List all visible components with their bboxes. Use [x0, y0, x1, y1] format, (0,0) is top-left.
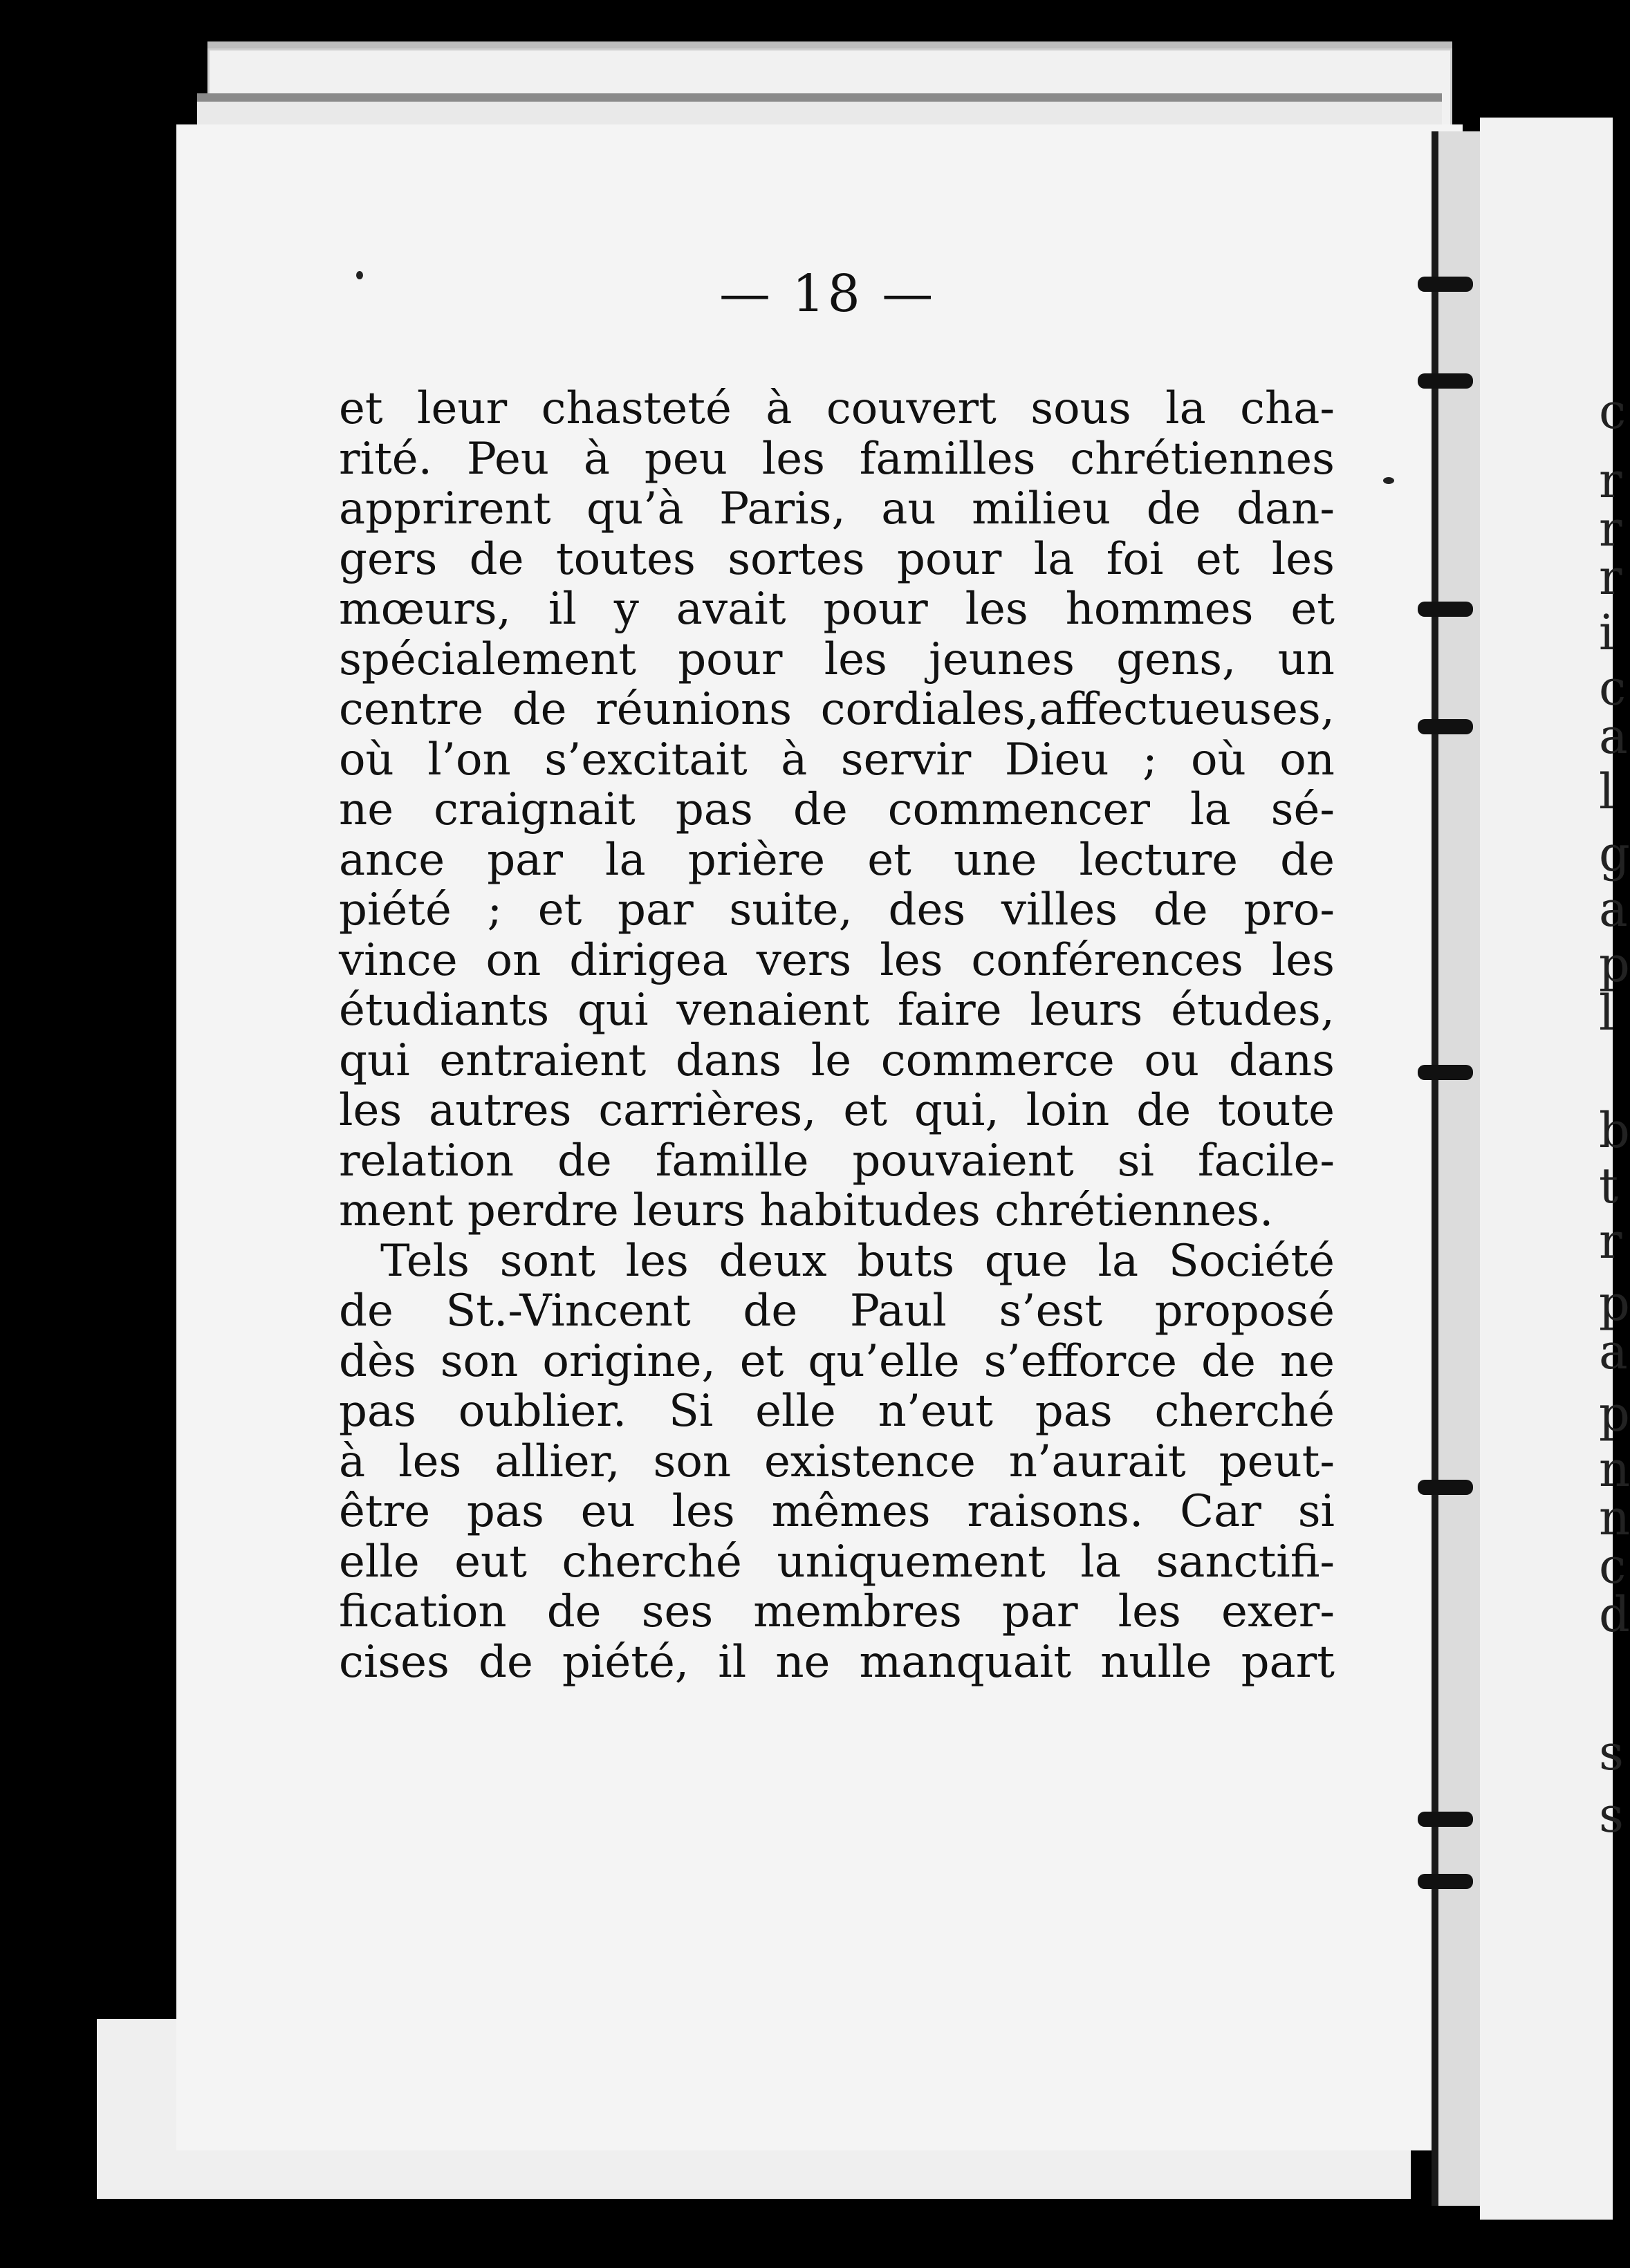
facing-page-letter: p: [1599, 1275, 1630, 1332]
binding-stitch: [1418, 1812, 1473, 1827]
facing-page-letter: s: [1599, 1787, 1624, 1843]
binding-stitch: [1418, 1874, 1473, 1889]
text-line: mœurs, il y avait pour les hommes et: [339, 584, 1335, 635]
ink-speck: [356, 271, 363, 279]
facing-page-letter: a: [1599, 708, 1628, 765]
text-line: dès son origine, et qu’elle s’efforce de ne: [339, 1335, 1335, 1387]
facing-page-letter: c: [1599, 1538, 1627, 1595]
facing-page-letter: l: [1599, 985, 1615, 1041]
binding-stitch: [1418, 1065, 1473, 1080]
text-line: apprirent qu’à Paris, au milieu de dan-: [339, 483, 1335, 535]
facing-page-letter: c: [1599, 383, 1627, 440]
ink-speck: [1383, 477, 1394, 484]
facing-page-letter: r: [1599, 549, 1622, 606]
text-line: vince on dirigea vers les conférences les: [339, 934, 1335, 986]
text-line: spécialement pour les jeunes gens, un: [339, 633, 1335, 685]
text-line: qui entraient dans le commerce ou dans: [339, 1034, 1335, 1086]
text-line: de St.-Vincent de Paul s’est proposé: [339, 1285, 1335, 1337]
text-line: ne craignait pas de commencer la sé-: [339, 784, 1335, 835]
facing-page-letter: g: [1599, 826, 1630, 882]
binding-stitch: [1418, 1480, 1473, 1495]
text-line: Tels sont les deux buts que la Société: [380, 1235, 1335, 1287]
text-line: relation de famille pouvaient si facile-: [339, 1135, 1335, 1187]
text-line: centre de réunions cordiales,affectueuses,: [339, 684, 1335, 735]
book-gutter: [1432, 131, 1480, 2206]
binding-stitch: [1418, 277, 1473, 292]
facing-page-letter: t: [1599, 1158, 1619, 1214]
page-number: — 18 —: [719, 264, 936, 324]
facing-page-letter: d: [1599, 1586, 1630, 1643]
facing-page-letter: r: [1599, 452, 1622, 509]
text-line: fication de ses membres par les exer-: [339, 1586, 1335, 1637]
facing-page-letter: a: [1599, 881, 1628, 938]
facing-page: [1480, 118, 1613, 2220]
text-line: étudiants qui venaient faire leurs études,: [339, 985, 1335, 1036]
facing-page-letter: s: [1599, 1725, 1624, 1781]
text-line: ance par la prière et une lecture de: [339, 834, 1335, 886]
text-line: gers de toutes sortes pour la foi et les: [339, 533, 1335, 585]
text-line: les autres carrières, et qui, loin de toute: [339, 1085, 1335, 1136]
text-line: elle eut cherché uniquement la sanctifi-: [339, 1536, 1335, 1588]
binding-stitch: [1418, 602, 1473, 617]
facing-page-letter: l: [1599, 763, 1615, 820]
page-body-text: [339, 384, 1335, 1687]
text-line: rité. Peu à peu les familles chrétiennes: [339, 433, 1335, 485]
text-line: et leur chasteté à couvert sous la cha-: [339, 383, 1335, 434]
facing-page-letter: i: [1599, 604, 1615, 661]
text-line: piété ; et par suite, des villes de pro-: [339, 884, 1335, 936]
facing-page-letter: n: [1599, 1489, 1630, 1546]
text-line: où l’on s’excitait à servir Dieu ; où on: [339, 734, 1335, 786]
facing-page-letter: b: [1599, 1102, 1630, 1159]
facing-page-letter: p: [1599, 936, 1630, 993]
text-line: être pas eu les mêmes raisons. Car si: [339, 1486, 1335, 1537]
text-line: à les allier, son existence n’aurait peut-: [339, 1435, 1335, 1487]
facing-page-letter: a: [1599, 1323, 1628, 1380]
binding-stitch: [1418, 719, 1473, 734]
facing-page-letter: c: [1599, 660, 1627, 716]
text-line: ment perdre leurs habitudes chrétiennes.: [339, 1185, 1274, 1236]
text-line: cises de piété, il ne manquait nulle part: [339, 1636, 1335, 1688]
facing-page-letter: p: [1599, 1386, 1630, 1442]
binding-stitch: [1418, 373, 1473, 389]
facing-page-letter: n: [1599, 1441, 1630, 1498]
facing-page-letter: r: [1599, 501, 1622, 557]
facing-page-letter: r: [1599, 1213, 1622, 1270]
text-line: pas oublier. Si elle n’eut pas cherché: [339, 1386, 1335, 1437]
